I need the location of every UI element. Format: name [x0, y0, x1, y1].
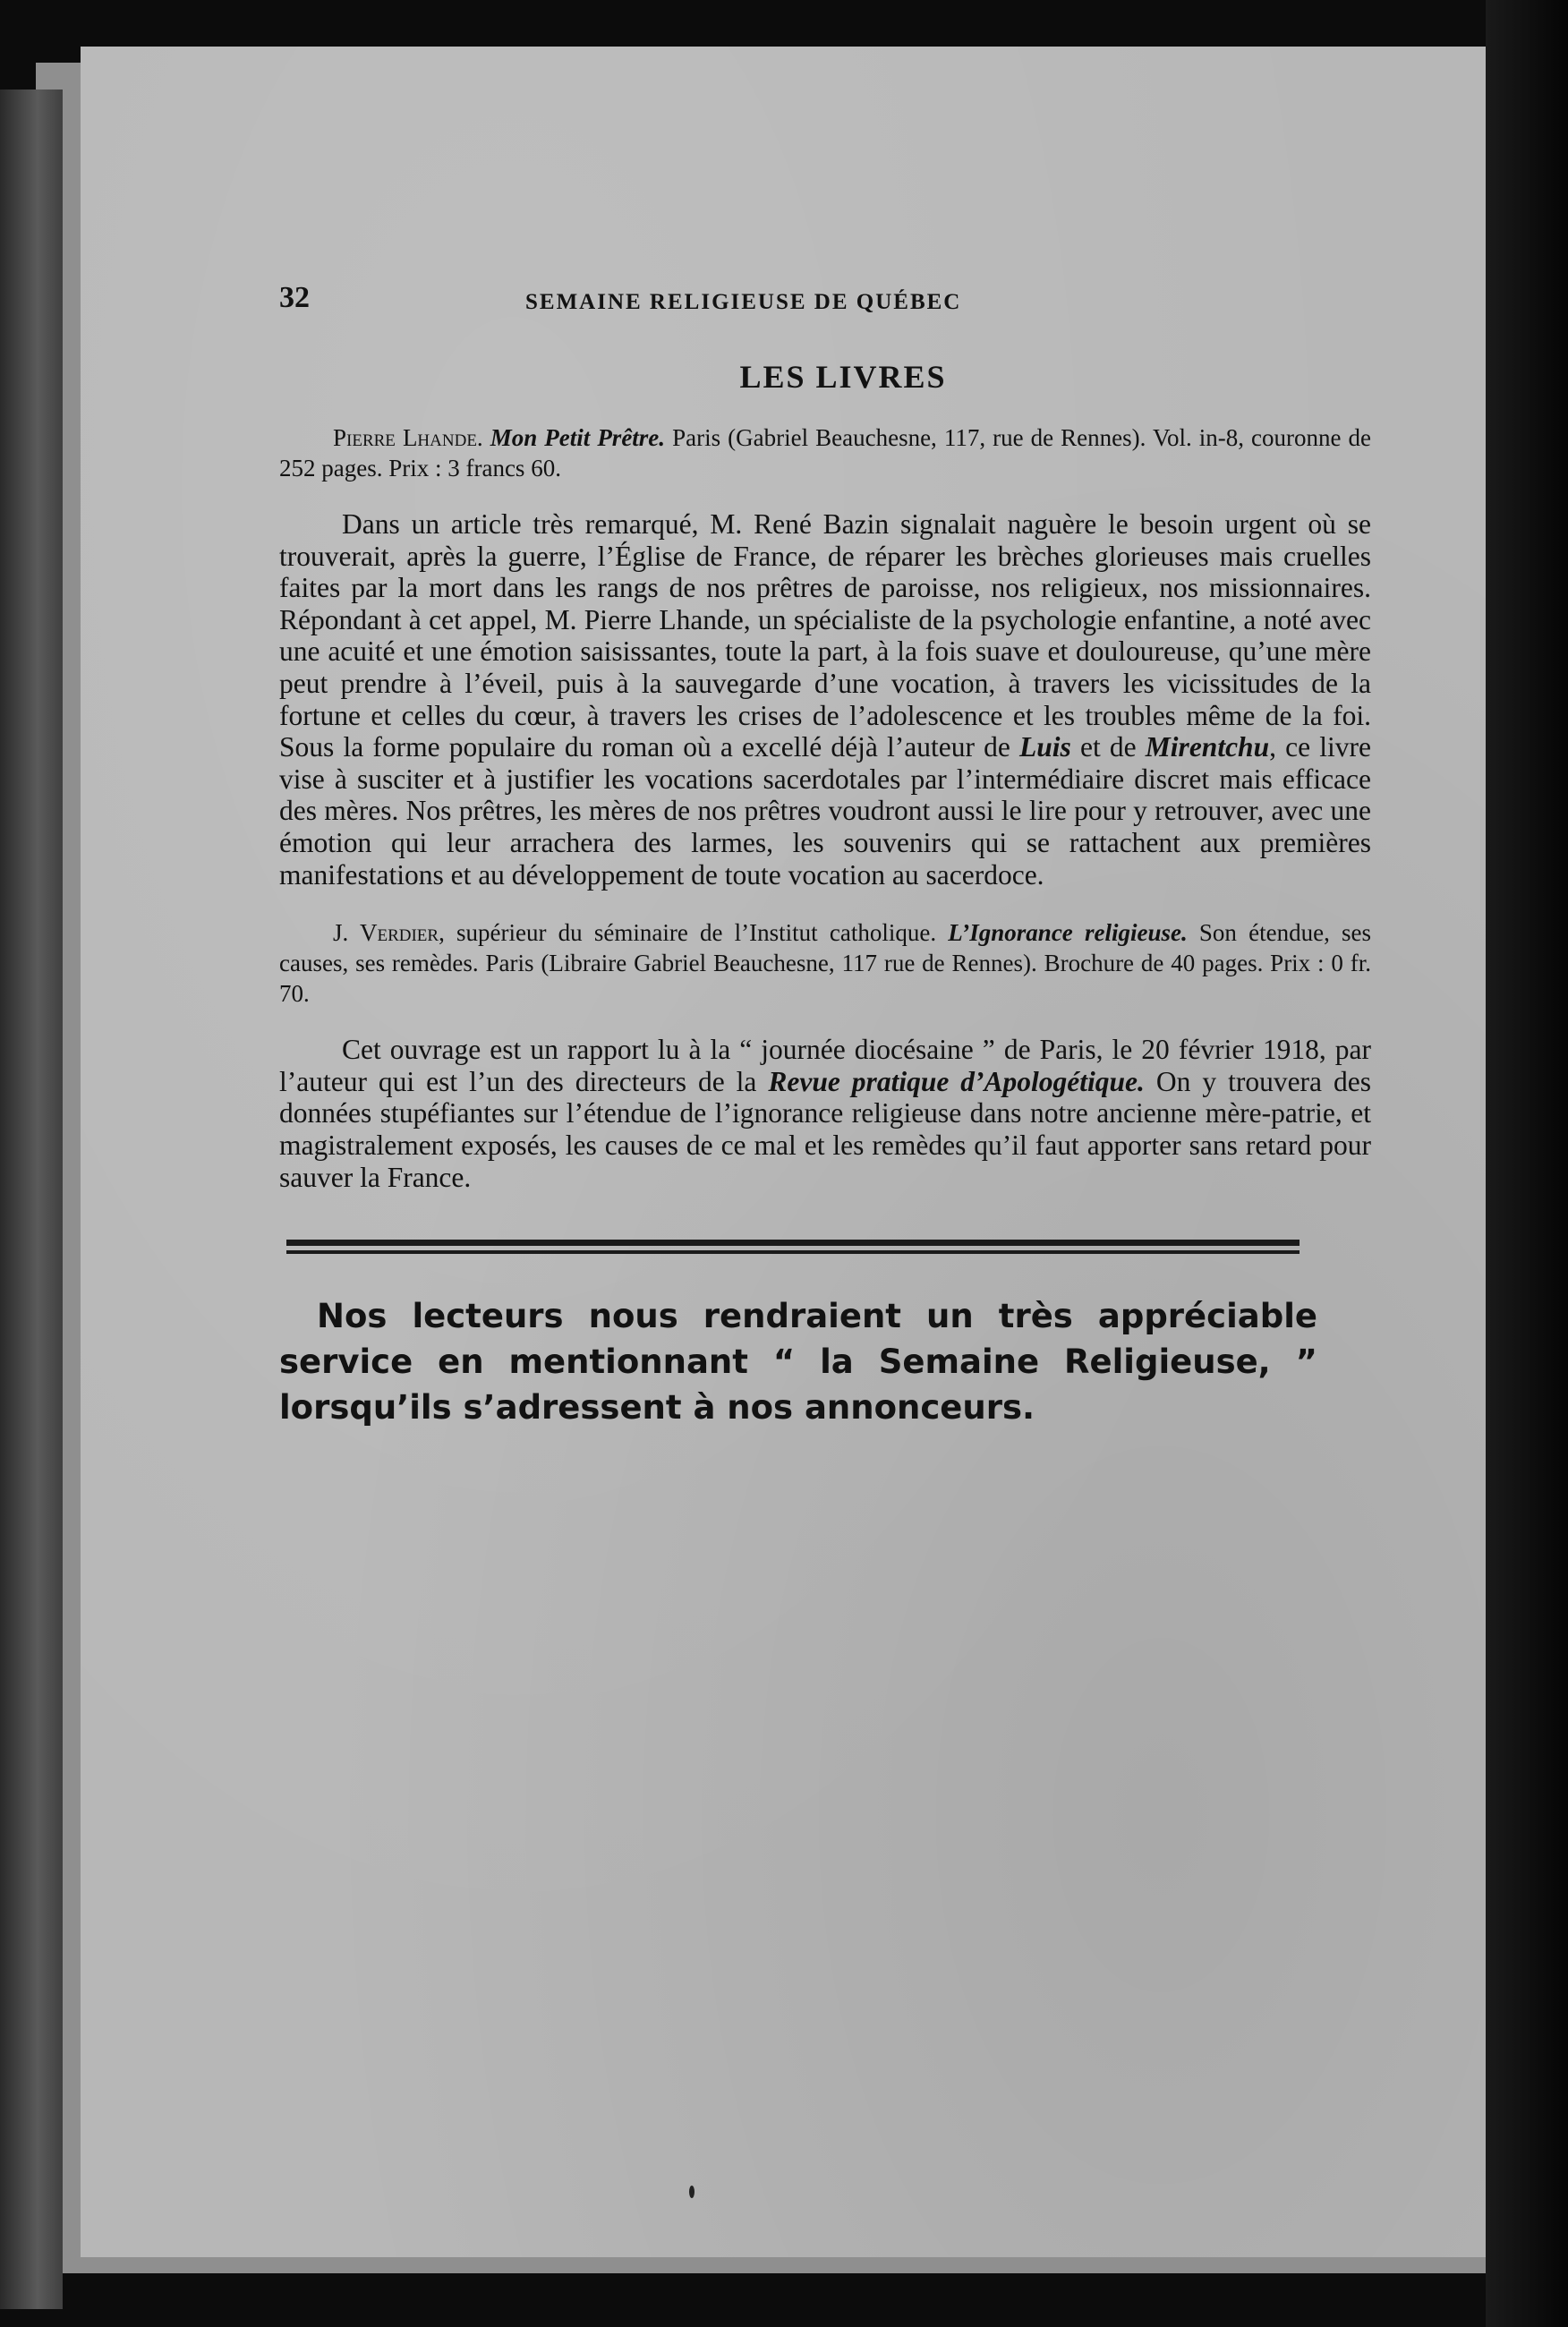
- book-reference-verdier: [279, 917, 1371, 1009]
- double-rule: [286, 1240, 1300, 1254]
- journal-title: SEMAINE RELIGIEUSE DE QUÉBEC: [525, 290, 962, 314]
- advertiser-notice: Nos lecteurs nous rendraient un très appréciable service en mentionnant “ la Semaine Religieuse, ” lorsqu’ils s’adressent à nos annonceurs.: [279, 1297, 1317, 1428]
- section-title: LES LIVRES: [739, 359, 947, 395]
- rule-line: [286, 1240, 1300, 1246]
- book-title: Mon Petit Prêtre.: [490, 424, 666, 451]
- page-speck: [689, 2186, 695, 2198]
- book-review-verdier: [279, 1034, 1371, 1193]
- book-author: Pierre Lhande.: [333, 424, 483, 451]
- review-text: Cet ouvrage est un rapport lu à la “ journée diocésaine ” de Paris, le 20 février 1918, par l’auteur qui est l’un des directeurs de la: [279, 1034, 1371, 1097]
- running-head: [279, 270, 1371, 324]
- book-review-lhande: [279, 508, 1371, 891]
- review-text: et de: [1070, 731, 1146, 763]
- book-publication: Son étendue, ses causes, ses remèdes. Paris (Libraire Gabriel Beauchesne, 117 rue de Rennes). Brochure de 40 pages. Prix : 0 fr. 70.: [279, 919, 1372, 1008]
- rule-line: [286, 1250, 1300, 1254]
- review-italic-title: Mirentchu: [1145, 731, 1270, 763]
- review-text: Dans un article très remarqué, M. René Bazin signalait naguère le besoin urgent où se trouverait, après la guerre, l’Église de France, de réparer les brèches glorieuses mais cruelles faites par la mort dans les rangs de nos prêtres de paroisse, nos religieux, nos missionnaires. Répondant à cet appel, M. Pierre Lhande, un spécialiste de la psychologie enfantine, a noté avec une acuité et une émotion saisissantes, toute la part, à la fois suave et douloureuse, qu’une mère peut prendre à l’éveil, puis à la sauvegarde d’une vocation, à travers les vicissitudes de la fortune et celles du cœur, à travers les crises de l’adolescence et les troubles même de la foi. Sous la forme populaire du roman où a excellé déjà l’auteur de: [279, 508, 1371, 763]
- right-shadow: [1486, 0, 1568, 2327]
- review-italic-title: Revue pratique d’Apologétique.: [768, 1065, 1145, 1097]
- book-author: J. Verdier,: [333, 919, 445, 947]
- book-title: L’Ignorance religieuse.: [948, 919, 1188, 947]
- page-number: 32: [279, 281, 310, 314]
- page: [81, 47, 1521, 2257]
- review-text: On y trouvera des données stupéfiantes sur l’étendue de l’ignorance religieuse dans notre ancienne mère-patrie, et magistralement exposés, les causes de ce mal et les remèdes qu’il faut apporter sans retard pour sauver la France.: [279, 1065, 1371, 1193]
- book-reference-lhande: [279, 422, 1371, 483]
- book-publication: Paris (Gabriel Beauchesne, 117, rue de Rennes). Vol. in-8, couronne de 252 pages. Prix : 3 francs 60.: [279, 424, 1372, 482]
- review-text: , ce livre vise à susciter et à justifier les vocations sacerdotales par l’intermédiaire discret mais efficace des mères. Nos prêtres, les mères de nos prêtres voudront aussi le lire pour y retrouver, avec une émotion qui leur arrachera des larmes, les souvenirs qui se rattachent aux premières manifestations et au développement de toute vocation au sacerdoce.: [279, 731, 1372, 891]
- review-italic-title: Luis: [1019, 731, 1071, 763]
- author-description: supérieur du séminaire de l’Institut catholique.: [444, 919, 949, 947]
- book-edge: [0, 90, 63, 2309]
- page-content: [279, 270, 1371, 1430]
